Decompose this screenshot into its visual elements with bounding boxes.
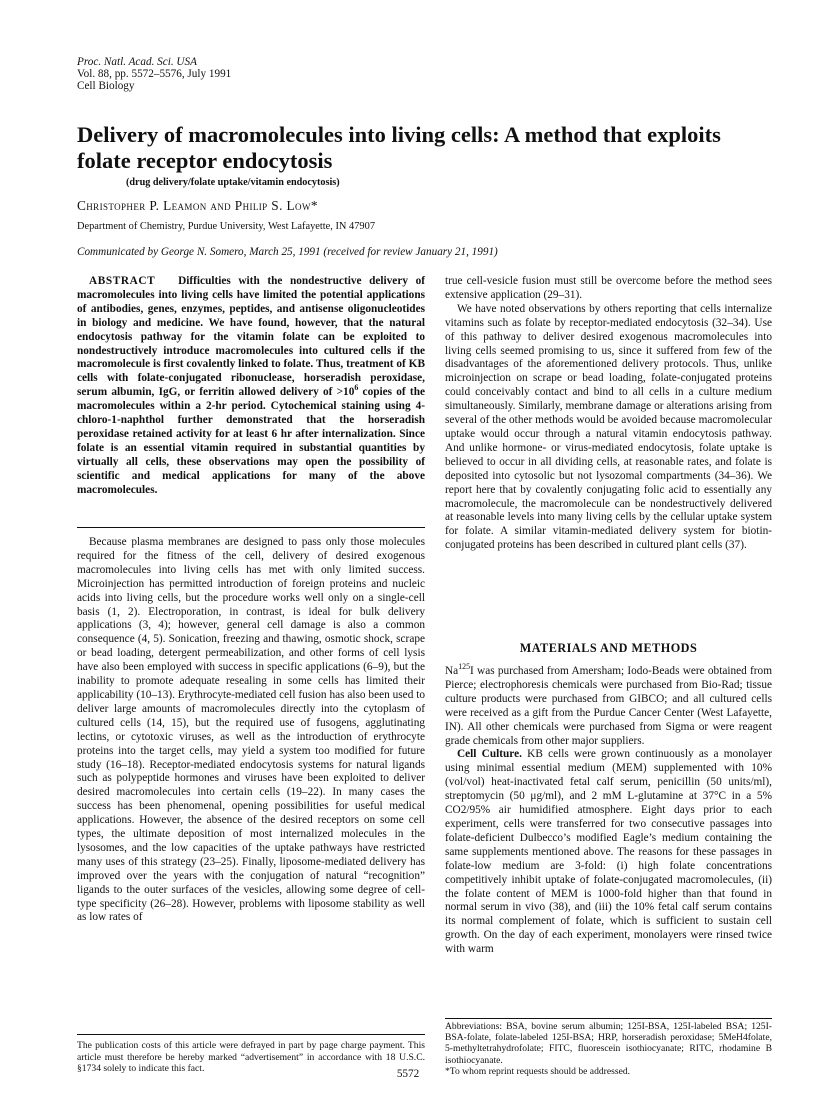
communicated-by: Communicated by George N. Somero, March 25, 1991 (received for review January 21, 1991) <box>77 246 498 258</box>
journal-section: Cell Biology <box>77 80 135 92</box>
footnote-divider <box>77 1034 425 1035</box>
abstract-divider <box>77 527 425 528</box>
methods-section <box>445 662 773 957</box>
abstract <box>77 275 425 498</box>
cell-culture-text: KB cells were grown continuously as a monolayer using minimal essential medium (MEM) supplemented with 10% (vol/vol) heat-inactivated fetal calf serum, penicillin (50 units/ml), streptomycin (50 μg/ml), and 2 mM L-glutamine at 37°C in a 5% CO2/95% air humidified atmosphere. Eight days prior to each experiment, cells were transferred for two consecutive passages into folate-deficient Dulbecco’s modified Eagle’s medium containing the same supplements mentioned above. The reasons for these passages in folate-low medium are 3-fold: (i) high folate concentrations competitively inhibit uptake of folate-conjugated macromolecules, (ii) the folate content of MEM is 1000-fold higher than that found in normal serum in vivo (38), and (iii) the 10% fetal calf serum contains its normal complement of folate, which is sufficient to sustain cell growth. On the day of each experiment, monolayers were rinsed twice with warm <box>445 748 773 956</box>
affiliation: Department of Chemistry, Purdue University, West Lafayette, IN 47907 <box>77 221 376 232</box>
methods-p1-sup: 125 <box>458 662 471 672</box>
corresponding-author-note: *To whom reprint requests should be addressed. <box>445 1065 631 1077</box>
introduction <box>77 536 425 925</box>
intro-continuation: true cell-vesicle fusion must still be overcome before the method sees extensive application (29–31). <box>445 275 772 301</box>
intro-paragraph-2: We have noted observations by others reporting that cells internalize vitamins such as folate by receptor-mediated endocytosis (32–34). Use of this pathway to deliver desired exogenous macromolecules into living cells seemed promising to us, since it suffered from few of the disadvantages of the aforementioned delivery protocols. Thus, unlike microinjection on scrape or bead loading, folate-conjugated proteins could conceivably contact and bind to all cells in a culture medium simultaneously. Similarly, membrane damage or alterations arising from several of the other methods would be avoided because macromolecular uptake would occur through a natural vitamin endocytosis pathway. And unlike hormone- or virus-mediated endocytosis, folate uptake is believed to occur in all dividing cells, at reasonable rates, and folate is deposited into cytosolic but not lysozomal compartments (34–36). We report here that by covalently conjugating folic acid to essentially any macromolecule, the macromolecule can be nondestructively delivered at reasonable levels into many living cells by the cellular uptake system for folate. A similar vitamin-mediated delivery system for biotin-conjugated proteins has been described in cultured plant cells (37). <box>445 302 772 552</box>
abstract-text: Difficulties with the nondestructive delivery of macromolecules into living cells have limited the potential applications of antibodies, genes, enzymes, peptides, and antisense oligonucleotides in biology and medicine. We have found, however, that the natural endocytosis pathway for the vitamin folate can be exploited to nondestructively introduce macromolecules into cultured cells if the macromolecule is first covalently linked to folate. Thus, treatment of KB cells with folate-conjugated ribonuclease, horseradish peroxidase, serum albumin, IgG, or ferritin allowed delivery of >10 <box>77 275 425 399</box>
abstract-heading: ABSTRACT <box>89 275 156 287</box>
article-title: Delivery of macromolecules into living cells: A method that exploits folate receptor endocytosis <box>77 122 721 173</box>
page-number: 5572 <box>396 1068 420 1080</box>
methods-p1-pre: Na <box>445 665 459 677</box>
methods-p1-text: I was purchased from Amersham; Iodo-Beads were obtained from Pierce; electrophoresis chemicals were purchased from Bio-Rad; tissue culture products were purchased from GIBCO; and all cultured cells were received as a gift from the Purdue Cancer Center (West Lafayette, IN). All other chemicals were purchased from Sigma or were reagent grade chemicals from other major suppliers. <box>445 665 772 747</box>
methods-heading: MATERIALS AND METHODS <box>519 641 698 655</box>
cell-culture-heading: Cell Culture. <box>457 748 522 761</box>
intro-paragraph: Because plasma membranes are designed to pass only those molecules required for the fitness of the cell, delivery of desired exogenous macromolecules into living cells has met with only limited success. Microinjection has permitted introduction of foreign proteins and nucleic acids into living cells, but the procedure works well only on a single-cell basis (1, 2). Electroporation, in contrast, is ideal for bulk delivery applications (3, 4); however, general cell damage is also a common consequence (4, 5). Sonication, freezing and thawing, osmotic shock, scrape or bead loading, detergent permeabilization, and other forms of cell lysis have also been employed with success in specific applications (6–9), but the inability to promote adequate resealing in some cells has limited their applicability (10–13). Erythrocyte-mediated cell fusion has also been used to deliver large amounts of macromolecules directly into the cytoplasm of cultured cells (14, 15), but the required use of fusogens, agglutinating lectins, or cytotoxic viruses, as well as the introduction of erythrocyte proteins into the target cells, may yield a system too modified for future study (16–18). Receptor-mediated endocytosis systems for natural ligands such as polypeptide hormones and viruses have been exploited to deliver desired macromolecules into certain cells (19–22). In many cases the success has been phenomenal, opening possibilities for useful medical applications. However, the absence of the desired receptors on some cell types, the ultimate deposition of most internalized molecules in the lysosomes, and the low capacities of the uptake pathways have restricted many uses of this strategy (23–25). Finally, liposome-mediated delivery has improved over the years with the conjugation of natural “recognition” ligands to the outer surfaces of the vesicles, allowing some degree of cell-type specificity (26–28). However, problems with liposome stability as well as low rates of <box>77 536 425 924</box>
journal-name: Proc. Natl. Acad. Sci. USA <box>77 56 197 68</box>
abstract-text-end: copies of the macromolecules within a 2-hr period. Cytochemical staining using 4-chloro-1-naphthol further demonstrated that the horseradish peroxidase retained activity for at least 6 hr after internalization. Since folate is an essential vitamin required in substantial quantities by virtually all cells, these observations may open the possibility of scientific and medical applications for many of the above macromolecules. <box>77 386 425 496</box>
abbreviations-text: Abbreviations: BSA, bovine serum albumin; 125I-BSA, 125I-labeled BSA; 125I-BSA-folate, folate-labeled 125I-BSA; HRP, horseradish peroxidase; 5MeH4folate, 5-methyltetrahydrofolate; FITC, fluorescein isothiocyanate; RITC, rhodamine B isothiocyanate. <box>445 1021 772 1066</box>
abbreviations-divider <box>445 1018 772 1019</box>
journal-header <box>77 56 231 92</box>
authors: Christopher P. Leamon and Philip S. Low* <box>77 198 318 213</box>
keywords: (drug delivery/folate uptake/vitamin endocytosis) <box>126 177 340 188</box>
abstract-superscript: 6 <box>354 383 359 393</box>
footnote-text: The publication costs of this article were defrayed in part by page charge payment. This article must therefore be hereby marked “advertisement” in accordance with 18 U.S.C. §1734 solely to indicate this fact. <box>77 1040 425 1075</box>
right-column-intro <box>445 275 772 553</box>
journal-volume: Vol. 88, pp. 5572–5576, July 1991 <box>77 68 232 80</box>
